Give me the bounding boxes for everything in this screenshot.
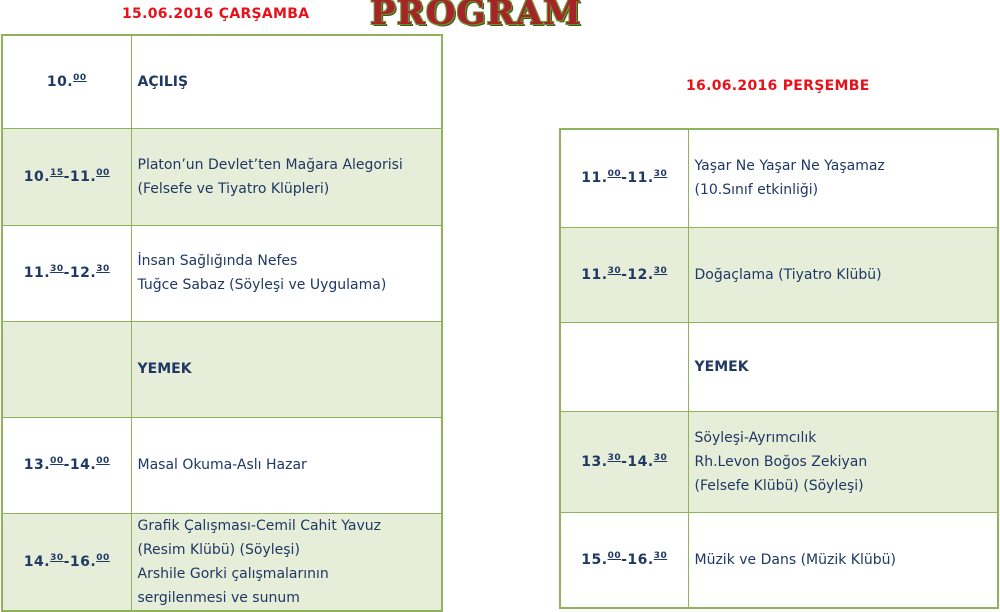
time-minutes: 00 bbox=[73, 72, 87, 83]
time-minutes: 00 bbox=[607, 550, 622, 561]
event-cell bbox=[131, 513, 442, 611]
time-minutes: 00 bbox=[607, 169, 622, 180]
event-cell bbox=[688, 322, 998, 411]
time-cell bbox=[2, 225, 131, 321]
schedule-row bbox=[2, 225, 442, 321]
time-minutes: 00 bbox=[96, 552, 110, 563]
page-title: PROGRAM bbox=[370, 0, 582, 33]
event-line: YEMEK bbox=[137, 361, 192, 377]
day1-schedule-table bbox=[1, 34, 443, 612]
schedule-row bbox=[560, 322, 998, 411]
time-hour: 10. bbox=[23, 168, 51, 185]
time-hour: 14. bbox=[23, 553, 51, 570]
event-line: Doğaçlama (Tiyatro Klübü) bbox=[694, 266, 882, 283]
time-minutes: 00 bbox=[96, 167, 110, 178]
event-line: Müzik ve Dans (Müzik Klübü) bbox=[694, 551, 896, 568]
event-cell bbox=[131, 35, 442, 128]
event-line: İnsan Sağlığında Nefes bbox=[137, 253, 298, 269]
time-minutes: 00 bbox=[96, 456, 110, 466]
time-cell bbox=[560, 411, 688, 512]
event-cell bbox=[688, 512, 998, 608]
day2-schedule-table bbox=[559, 128, 999, 609]
event-cell bbox=[131, 417, 442, 513]
event-line: Yaşar Ne Yaşar Ne Yaşamaz bbox=[694, 158, 885, 175]
time-minutes: 30 bbox=[653, 265, 668, 276]
time-hour: -12. bbox=[621, 266, 654, 283]
time-cell bbox=[560, 512, 688, 608]
time-minutes: 00 bbox=[50, 456, 64, 466]
time-cell bbox=[560, 227, 688, 322]
schedule-row bbox=[560, 411, 998, 512]
event-line: Rh.Levon Boğos Zekiyan bbox=[694, 453, 868, 470]
time-hour: 11. bbox=[23, 265, 51, 281]
day2-date: 16.06.2016 PERŞEMBE bbox=[686, 78, 870, 94]
event-cell bbox=[131, 321, 442, 417]
event-cell bbox=[131, 225, 442, 321]
time-cell bbox=[2, 321, 131, 417]
schedule-row bbox=[2, 35, 442, 128]
time-minutes: 30 bbox=[50, 552, 64, 563]
time-cell bbox=[2, 128, 131, 225]
time-hour: -12. bbox=[63, 265, 97, 281]
event-cell bbox=[688, 411, 998, 512]
time-hour: -14. bbox=[621, 453, 654, 470]
time-hour: 13. bbox=[581, 453, 608, 470]
event-line: sergilenmesi ve sunum bbox=[137, 589, 300, 606]
time-cell bbox=[560, 129, 688, 227]
schedule-row bbox=[2, 417, 442, 513]
time-hour: 10. bbox=[46, 73, 74, 90]
event-line: Platon’un Devlet’ten Mağara Alegorisi bbox=[137, 156, 403, 173]
event-cell bbox=[131, 128, 442, 225]
schedule-row bbox=[560, 227, 998, 322]
event-line: AÇILIŞ bbox=[137, 73, 189, 90]
event-line: (10.Sınıf etkinliği) bbox=[694, 182, 819, 199]
event-line: Masal Okuma-Aslı Hazar bbox=[137, 457, 307, 473]
schedule-row bbox=[2, 128, 442, 225]
time-hour: -16. bbox=[63, 553, 97, 570]
event-cell bbox=[688, 129, 998, 227]
schedule-row bbox=[2, 513, 442, 611]
time-minutes: 30 bbox=[653, 452, 668, 463]
schedule-row bbox=[560, 129, 998, 227]
event-line: (Felsefe Klübü) (Söyleşi) bbox=[694, 477, 864, 494]
time-cell bbox=[2, 417, 131, 513]
day1-date: 15.06.2016 ÇARŞAMBA bbox=[122, 6, 310, 22]
event-line: Arshile Gorki çalışmalarının bbox=[137, 565, 329, 582]
schedule-row bbox=[2, 321, 442, 417]
schedule-row bbox=[560, 512, 998, 608]
event-line: Grafik Çalışması-Cemil Cahit Yavuz bbox=[137, 517, 381, 534]
event-line: YEMEK bbox=[694, 358, 749, 375]
time-hour: 11. bbox=[581, 170, 608, 187]
time-minutes: 15 bbox=[50, 167, 64, 178]
time-hour: 15. bbox=[581, 551, 608, 568]
time-hour: -14. bbox=[63, 457, 97, 473]
event-line: (Resim Klübü) (Söyleşi) bbox=[137, 541, 300, 558]
time-minutes: 30 bbox=[653, 169, 668, 180]
time-minutes: 30 bbox=[653, 550, 668, 561]
event-line: (Felsefe ve Tiyatro Klüpleri) bbox=[137, 180, 330, 197]
time-hour: -16. bbox=[621, 551, 654, 568]
time-minutes: 30 bbox=[96, 264, 110, 274]
time-cell bbox=[2, 35, 131, 128]
time-hour: -11. bbox=[621, 170, 654, 187]
event-line: Söyleşi-Ayrımcılık bbox=[694, 429, 817, 446]
time-hour: 13. bbox=[23, 457, 51, 473]
time-minutes: 30 bbox=[607, 452, 622, 463]
time-minutes: 30 bbox=[607, 265, 622, 276]
time-cell bbox=[2, 513, 131, 611]
time-hour: 11. bbox=[581, 266, 608, 283]
event-cell bbox=[688, 227, 998, 322]
event-line: Tuğce Sabaz (Söyleşi ve Uygulama) bbox=[137, 277, 387, 293]
time-minutes: 30 bbox=[50, 264, 64, 274]
time-cell bbox=[560, 322, 688, 411]
time-hour: -11. bbox=[63, 168, 97, 185]
